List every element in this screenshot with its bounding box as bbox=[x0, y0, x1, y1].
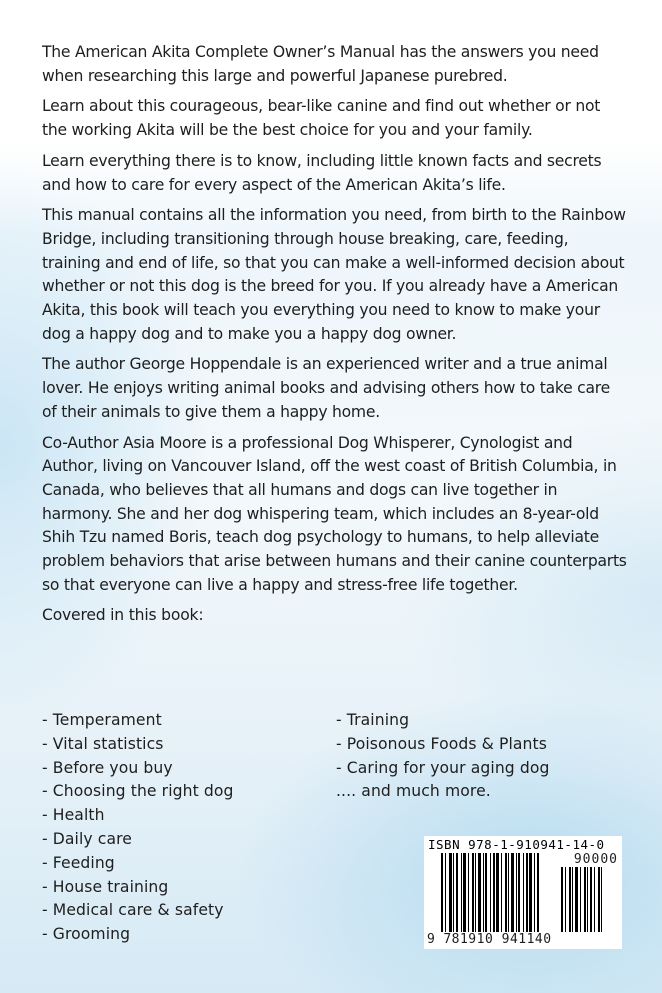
list-item: - Caring for your aging dog bbox=[336, 758, 550, 777]
list-item: - Medical care & safety bbox=[42, 901, 224, 920]
list-item: - Poisonous Foods & Plants bbox=[336, 734, 547, 753]
ean-number bbox=[427, 932, 552, 947]
topics-right-column bbox=[336, 709, 550, 804]
list-item: .... and much more. bbox=[336, 782, 491, 801]
facts-paragraph: Learn everything there is to know, including little known facts and secrets and how to care for every aspect of the American Akita’s life. bbox=[42, 151, 602, 194]
list-item: - Temperament bbox=[42, 711, 162, 729]
breed-paragraph: Learn about this courageous, bear-like canine and find out whether or not the working Akita will be the best choice for you and your family. bbox=[42, 97, 601, 140]
list-item: - Feeding bbox=[42, 853, 115, 872]
list-item: - Choosing the right dog bbox=[42, 782, 234, 801]
intro-paragraph: The American Akita Complete Owner’s Manual has the answers you need when researching this large and powerful Japanese purebred. bbox=[42, 43, 599, 85]
list-item: - House training bbox=[42, 877, 169, 896]
back-cover-text bbox=[42, 41, 627, 628]
isbn-barcode bbox=[424, 836, 622, 949]
list-item: - Training bbox=[336, 711, 410, 729]
list-item: - Vital statistics bbox=[42, 734, 164, 753]
list-item: - Grooming bbox=[42, 925, 131, 944]
topics-left-column bbox=[42, 709, 234, 947]
price-code: 90000 bbox=[573, 852, 618, 867]
manual-paragraph: This manual contains all the information you need, from birth to the Rainbow Bridge, including transitioning through house breaking, care, feeding, training and end of life, so that you can make a well-informed decision about whether or not this dog is the breed for you. If you already have a American Akita, this book will teach you everything you need to know to make your dog a happy dog and to make you a happy dog owner. bbox=[42, 206, 626, 343]
list-item: - Before you buy bbox=[42, 758, 173, 777]
ean-first-digit: 9 bbox=[427, 932, 436, 947]
ean-digits: 781910 941140 bbox=[443, 932, 552, 947]
list-item: - Health bbox=[42, 806, 105, 825]
coauthor-paragraph: Co-Author Asia Moore is a professional Dog Whisperer, Cynologist and Author, living on Vancouver Island, off the west coast of British Columbia, in Canada, who believes that all humans and dogs can live together in harmony. She and her dog whispering team, which includes an 8-year-old Shih Tzu named Boris, teach dog psychology to humans, to help alleviate problem behaviors that arise between humans and their canine counterparts so that everyone can live a happy and stress-free life together. bbox=[42, 433, 627, 594]
addon-barcode-bars-icon bbox=[561, 867, 617, 932]
list-item: - Daily care bbox=[42, 829, 132, 848]
covered-heading: Covered in this book: bbox=[42, 606, 204, 625]
isbn-label: ISBN 978-1-910941-14-0 bbox=[428, 837, 605, 852]
barcode-bars-icon bbox=[441, 853, 554, 935]
author-paragraph: The author George Hoppendale is an experienced writer and a true animal lover. He enjoys writing animal books and advising others how to take care of their animals to give them a happy home. bbox=[42, 355, 610, 421]
